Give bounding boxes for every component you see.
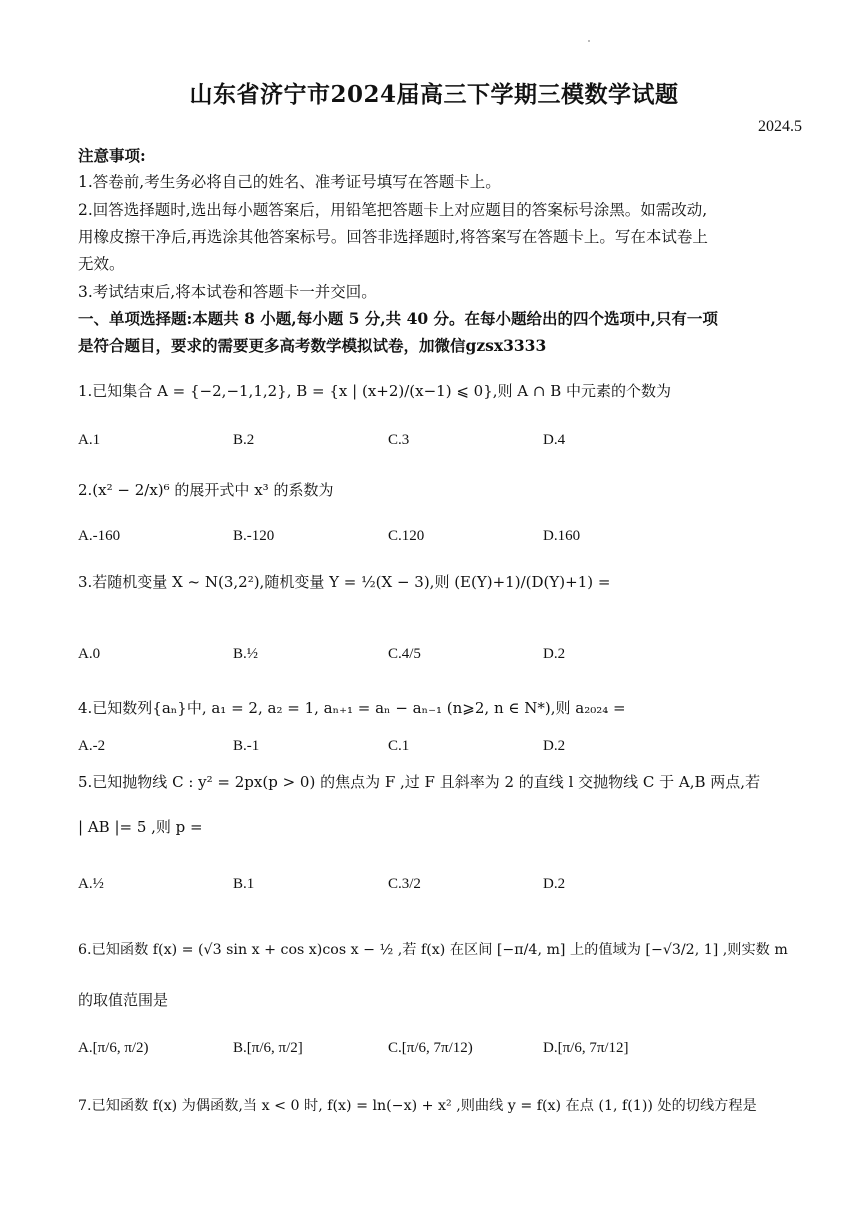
question-3-stem: 3.若随机变量 X ~ N(3,2²),随机变量 Y = ½(X − 3),则 (E(Y)+1)/(D(Y)+1) = [78, 573, 611, 591]
question-4-option-b: B.-1 [233, 738, 260, 754]
question-4-stem: 4.已知数列{aₙ}中, a₁ = 2, a₂ = 1, aₙ₊₁ = aₙ − aₙ₋₁ (n⩾2, n ∈ N*),则 a₂₀₂₄ = [78, 699, 626, 717]
question-6-stem-2: 的取值范围是 [78, 991, 169, 1009]
question-2-stem: 2.(x² − 2/x)⁶ 的展开式中 x³ 的系数为 [78, 481, 334, 499]
question-6-option-c: C.[π/6, 7π/12) [388, 1040, 473, 1056]
question-5-option-d: D.2 [543, 876, 566, 892]
page-title: 山东省济宁市2024届高三下学期三模数学试题 [189, 81, 679, 108]
notice-heading: 注意事项: [78, 146, 146, 165]
question-5-option-a: A.½ [78, 876, 104, 892]
section-heading-line1: 一、单项选择题:本题共 8 小题,每小题 5 分,共 40 分。在每小题给出的四个选项中,只有一项 [78, 309, 718, 328]
section-heading-line2: 是符合题目，要求的需要更多高考数学模拟试卷，加微信gzsx3333 [78, 336, 547, 355]
question-6-stem: 6.已知函数 f(x) = (√3 sin x + cos x)cos x − ½ ,若 f(x) 在区间 [−π/4, m] 上的值域为 [−√3/2, 1] ,则实数 m [78, 942, 788, 958]
question-5-stem-2: | AB |= 5 ,则 p = [78, 818, 203, 836]
exam-date: 2024.5 [758, 118, 802, 135]
question-4-option-c: C.1 [388, 738, 410, 754]
question-1-option-a: A.1 [78, 432, 101, 448]
notice-item-2a: 2.回答选择题时,选出每小题答案后，用铅笔把答题卡上对应题目的答案标号涂黑。如需改动, [78, 201, 708, 219]
question-2-option-d: D.160 [543, 528, 581, 544]
question-6-option-d: D.[π/6, 7π/12] [543, 1040, 629, 1056]
question-4-option-d: D.2 [543, 738, 566, 754]
question-6-option-b: B.[π/6, π/2] [233, 1040, 303, 1056]
question-3-option-b: B.½ [233, 646, 259, 662]
question-3-option-d: D.2 [543, 646, 566, 662]
question-1-option-b: B.2 [233, 432, 255, 448]
scan-dot [588, 40, 590, 42]
question-6-option-a: A.[π/6, π/2) [78, 1040, 149, 1056]
question-1-stem: 1.已知集合 A = {−2,−1,1,2}, B = {x | (x+2)/(x−1) ⩽ 0},则 A ∩ B 中元素的个数为 [78, 382, 672, 400]
question-4-option-a: A.-2 [78, 738, 106, 754]
notice-item-3: 3.考试结束后,将本试卷和答题卡一并交回。 [78, 283, 377, 301]
question-2-option-a: A.-160 [78, 528, 121, 544]
question-1-option-d: D.4 [543, 432, 566, 448]
notice-item-2b: 用橡皮擦干净后,再选涂其他答案标号。回答非选择题时,将答案写在答题卡上。写在本试卷上 [78, 228, 708, 246]
question-3-option-a: A.0 [78, 646, 101, 662]
question-5-option-b: B.1 [233, 876, 255, 892]
question-5-stem: 5.已知抛物线 C : y² = 2px(p > 0) 的焦点为 F ,过 F 且斜率为 2 的直线 l 交抛物线 C 于 A,B 两点,若 [78, 773, 761, 791]
question-2-option-b: B.-120 [233, 528, 275, 544]
question-7-stem: 7.已知函数 f(x) 为偶函数,当 x < 0 时, f(x) = ln(−x) + x² ,则曲线 y = f(x) 在点 (1, f(1)) 处的切线方程是 [78, 1098, 757, 1114]
question-2-option-c: C.120 [388, 528, 425, 544]
question-1-option-c: C.3 [388, 432, 410, 448]
question-5-option-c: C.3/2 [388, 876, 421, 892]
question-3-option-c: C.4/5 [388, 646, 421, 662]
notice-item-2c: 无效。 [78, 255, 125, 273]
notice-item-1: 1.答卷前,考生务必将自己的姓名、准考证号填写在答题卡上。 [78, 173, 501, 191]
